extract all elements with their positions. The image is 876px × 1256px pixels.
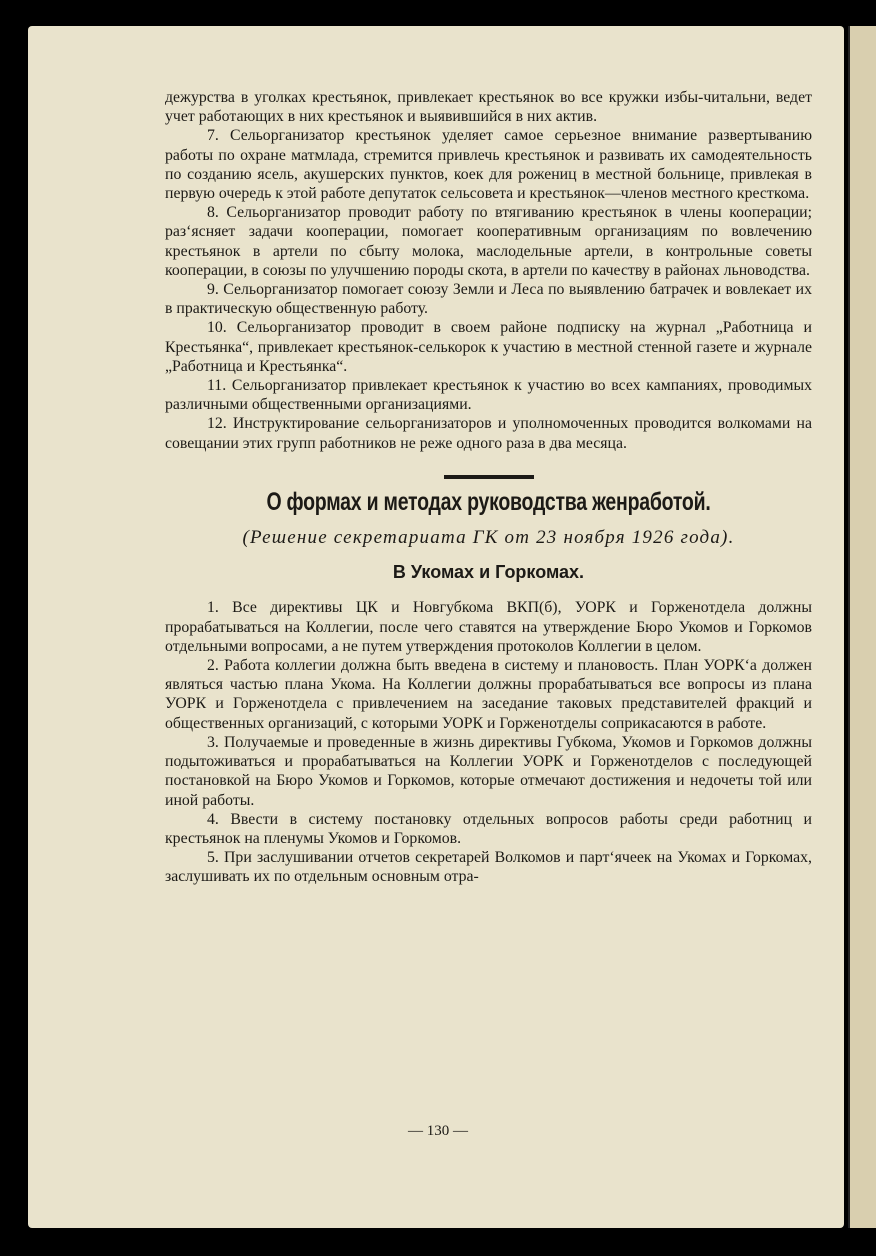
paragraph-directive-4: 4. Ввести в систему постановку отдельных вопросов работы среди работниц и крестьянок на пленумы Укомов и Горкомов. [165,810,812,847]
paragraph-directive-1: 1. Все директивы ЦК и Новгубкома ВКП(б), УОРК и Горженотдела должны прорабатываться на Коллегии, после чего ставятся на утверждение Бюро Укомов и Горкомов отдельными вопросами, а не путем утверждения протоколов Коллегии в целом. [165,599,812,655]
section-divider [444,475,534,479]
paragraph-item-11: 11. Сельорганизатор привлекает крестьянок к участию во всех кампаниях, проводимых различными общественными организациями. [165,377,812,414]
article-subtitle: (Решение секретариата ГК от 23 ноября 1926 года). [242,527,735,549]
paragraph-directive-2: 2. Работа коллегии должна быть введена в систему и плановость. План УОРК‘а должен являться частью плана Укома. На Коллегии должны прорабатываться все вопросы из плана УОРК и Горженотдела с привлечением на заседание таковых представителей фракций и общественных организаций, с которыми УОРК и Горженотделы соприкасаются в работе. [165,657,812,732]
paragraph-item-7: 7. Сельорганизатор крестьянок уделяет самое серьезное внимание развертыванию работы по охране матмлада, стремится привлечь крестьянок и развивать их самодеятельность по созданию ясель, акушерских пунктов, коек для рожениц в местной больнице, привлекая в первую очередь к этой работе депутаток сельсовета и крестьянок—членов местного кресткома. [165,127,812,203]
page-number: — 130 — [408,1123,468,1139]
paragraph-item-9: 9. Сельорганизатор помогает союзу Земли и Леса по выявлению батрачек и вовлекает их в практическую общественную работу. [165,281,812,318]
article-title: О формах и методах руководства женработой. [266,487,711,516]
page-body [165,88,812,887]
paragraph-item-12: 12. Инструктирование сельорганизаторов и уполномоченных проводится волкомами на совещании этих групп работников не реже одного раза в два месяца. [165,415,812,452]
next-page-edge [848,26,876,1228]
section-heading: В Укомах и Горкомах. [392,562,585,583]
paragraph-directive-3: 3. Получаемые и проведенные в жизнь директивы Губкома, Укомов и Горкомов должны подытоживаться и прорабатываться на Коллегии УОРК и Горженотделов с последующей постановкой на Бюро Укомов и Горкомов, которые отмечают достижения и недочеты той или иной работы. [165,733,812,809]
paragraph-continued: дежурства в уголках крестьянок, привлекает крестьянок во все кружки избы-читальни, ведет учет работающих в них крестьянок и выявившийся в них актив. [165,89,812,126]
paragraph-directive-5: 5. При заслушивании отчетов секретарей Волкомов и парт‘ячеек на Укомах и Горкомах, заслушивать их по отдельным основным отра- [165,849,812,886]
paragraph-item-8: 8. Сельорганизатор проводит работу по втягиванию крестьянок в члены кооперации; раз‘ясняет задачи кооперации, помогает кооперативным организациям по вовлечению крестьянок в артели по сбыту молока, маслодельные артели, в контрольные советы кооперации, в союзы по улучшению породы скота, в артели по качеству в районах льноводства. [165,204,812,279]
paragraph-item-10: 10. Сельорганизатор проводит в своем районе подписку на журнал „Работница и Крестьянка“, привлекает крестьянок-селькорок к участию в местной стенной газете и журнале „Работница и Крестьянка“. [165,319,812,375]
